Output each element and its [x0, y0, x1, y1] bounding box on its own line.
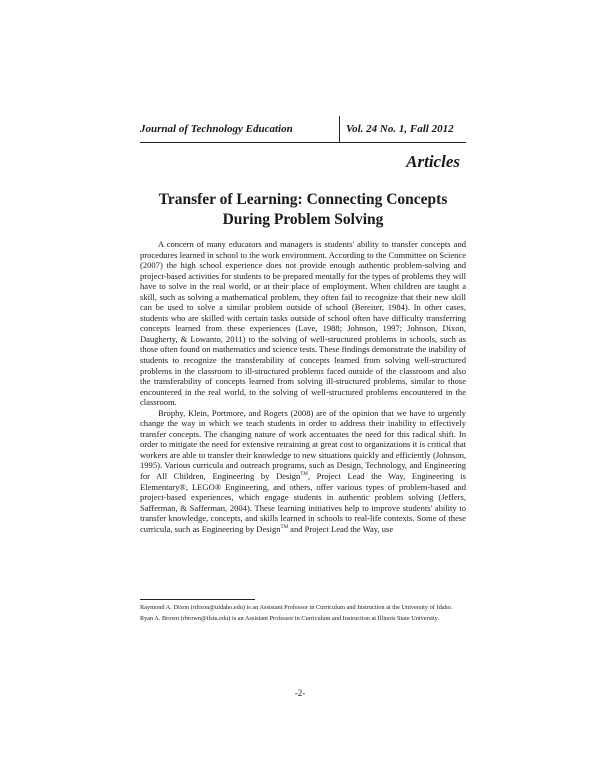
volume-info: Vol. 24 No. 1, Fall 2012 — [346, 123, 454, 135]
paragraph-1: A concern of many educators and managers is students' ability to transfer concepts and procedures learned in school to the work environment. According to the Committee on Science (2007) the high school experience does not provide enough authentic problem-solving and project-based activities for students to be prepared mentally for the types of problems they will have to solve in the real world, or at their place of employment. When children are taught a skill, such as solving a mathematical problem, they often fail to recognize that their new skill can be used to solve a similar problem outside of school (Bereiter, 1984). In other cases, students who are skilled with certain tasks outside of school often have difficulty transferring concepts learned from these experiences (Lave, 1988; Johnson, 1997; Johnson, Dixon, Daugherty, & Lowanto, 2011) to the solving of well-structured problems in schools, such as those often found on mathematics and science tests. These findings demonstrate the inability of students to recognize the transferability of concepts learned from solving well-structured problems in the classroom to ill-structured problems faced outside of the classroom and also the transferability of concepts learned from solving ill-structured problems, similar to those encountered in the real world, to the solving of well-structured problems encountered in the classroom. — [140, 239, 466, 408]
article-title-line-1: Transfer of Learning: Connecting Concepts — [158, 191, 448, 208]
journal-name: Journal of Technology Education — [140, 123, 293, 135]
running-header — [140, 116, 466, 143]
header-divider — [339, 116, 340, 142]
paragraph-2-part-b: , Project Lead the Way, Engineering is Elementary®, LEGO® Engineering, and others, offer various types of problem-based and project-based experiences, which engage students in authentic problem solving (Jeffers, Safferman, & Safferman, 2004). These learning initiatives help to improve students' ability to transfer knowledge, concepts, and skills learned in schools to real-life contexts. Some of these curricula, such as Engineering by Design — [140, 471, 466, 534]
paragraph-2-part-a: Brophy, Klein, Portmore, and Rogers (2008) are of the opinion that we have to urgently change the way in which we teach students in order to address their inability to effectively transfer concepts. The changing nature of work accentuates the need for this radical shift. In order to mitigate the need for extensive retraining at great cost to organizations it is critical that workers are able to transfer their knowledge to new situations quickly and efficiently (Johnson, 1995). Various curricula and outreach programs, such as Design, Technology, and Engineering for All Children, Engineering by Design — [140, 407, 466, 482]
trademark-mark: TM — [300, 472, 308, 478]
author-footnote: Raymond A. Dixon (rdixon@uidaho.edu) is an Assistant Professor in Curriculum and Instruction at the University of Idaho. Ryan A. Brown (rbrown@ilstu.edu) is an Assistant Professor in Curriculum and Instruction at Illinois State University. — [140, 604, 453, 622]
section-label: Articles — [406, 152, 460, 171]
paragraph-2-part-c: and Project Lead the Way, use — [288, 523, 394, 534]
paragraph-2 — [140, 408, 466, 535]
article-body — [140, 239, 466, 534]
trademark-mark: TM — [280, 524, 289, 530]
article-title — [140, 190, 466, 230]
footnote-rule — [140, 599, 255, 600]
page-number: -2- — [294, 688, 306, 698]
article-title-line-2: During Problem Solving — [222, 211, 384, 228]
